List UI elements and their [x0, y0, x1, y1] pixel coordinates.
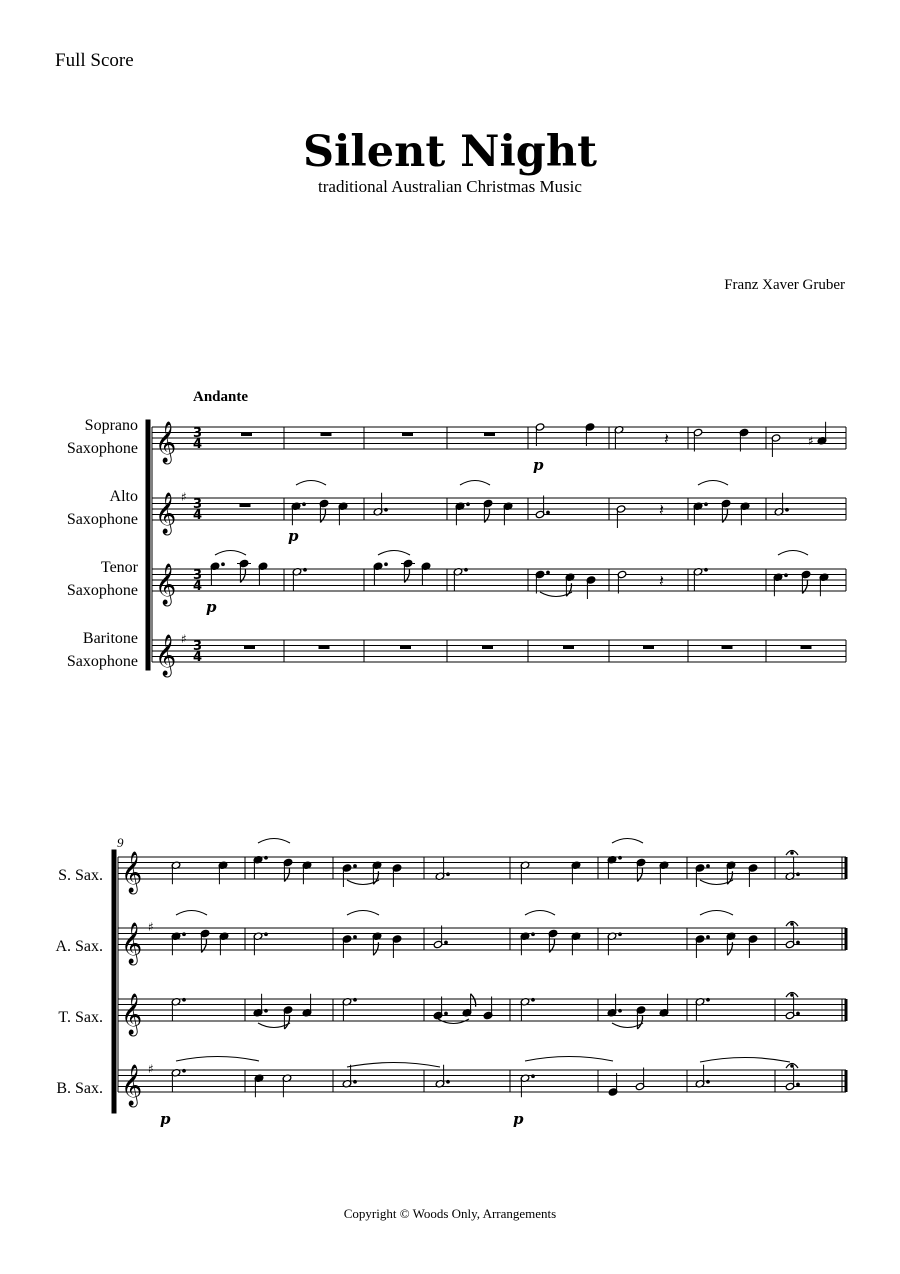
- slur: [176, 911, 207, 916]
- quarter-rest: 𝄽: [659, 571, 664, 590]
- note-flag: [240, 570, 245, 583]
- note-flag: [201, 940, 206, 953]
- slur: [347, 911, 379, 916]
- note-dot: [265, 1009, 268, 1012]
- slur: [378, 551, 410, 556]
- whole-rest: [485, 433, 495, 436]
- dynamic-marking: p: [513, 1110, 524, 1128]
- note-dot: [797, 1083, 800, 1086]
- instrument-abbr-baritone: B. Sax.: [56, 1080, 103, 1097]
- instrument-name-line: Saxophone: [66, 582, 138, 599]
- time-signature: 3: [193, 639, 203, 654]
- measure-number: 9: [117, 835, 124, 850]
- key-signature-sharp: ♯: [148, 1062, 154, 1076]
- key-signature-sharp: ♯: [148, 920, 154, 934]
- treble-clef: 𝄞: [121, 923, 143, 964]
- note-dot: [265, 933, 268, 936]
- note-flag: [320, 510, 325, 523]
- time-signature: 3: [193, 497, 203, 512]
- composer-name: Franz Xaver Gruber: [724, 277, 845, 293]
- note-dot: [786, 508, 789, 511]
- note-dot: [797, 941, 800, 944]
- treble-clef: 𝄞: [121, 852, 143, 893]
- note-flag: [722, 510, 727, 523]
- note-flag: [549, 940, 554, 953]
- treble-clef: 𝄞: [155, 422, 177, 463]
- note-dot: [547, 511, 550, 514]
- instrument-abbr-soprano: S. Sax.: [58, 867, 103, 884]
- note-dot: [385, 563, 388, 566]
- note-dot: [447, 1080, 450, 1083]
- note-dot: [465, 568, 468, 571]
- instrument-abbr-tenor: T. Sax.: [58, 1009, 103, 1026]
- whole-rest: [644, 646, 654, 649]
- treble-clef: 𝄞: [121, 1065, 143, 1106]
- instrument-name-line: Saxophone: [66, 653, 138, 670]
- note-dot: [785, 574, 788, 577]
- system-bracket: [112, 850, 116, 1113]
- slur: [258, 839, 290, 844]
- slur: [525, 911, 555, 916]
- slur: [296, 481, 326, 486]
- note-dot: [222, 563, 225, 566]
- note-dot: [532, 933, 535, 936]
- slur: [525, 1057, 613, 1062]
- slur: [460, 481, 490, 486]
- time-signature: 4: [193, 437, 203, 452]
- time-signature: 3: [193, 568, 203, 583]
- note-flag: [284, 1016, 289, 1029]
- note-dot: [354, 865, 357, 868]
- treble-clef: 𝄞: [155, 493, 177, 534]
- slur: [347, 1063, 440, 1068]
- note-dot: [797, 873, 800, 876]
- note-dot: [445, 941, 448, 944]
- note-dot: [385, 508, 388, 511]
- whole-rest: [242, 433, 252, 436]
- note-dot: [707, 998, 710, 1001]
- system-bracket: [146, 420, 150, 670]
- instrument-abbr-alto: A. Sax.: [55, 938, 103, 955]
- fermata-dot: [791, 923, 794, 926]
- note-dot: [547, 571, 550, 574]
- slur: [700, 911, 733, 916]
- note-dot: [619, 856, 622, 859]
- whole-rest: [245, 646, 255, 649]
- instrument-name-line: Alto: [109, 488, 138, 505]
- note-dot: [183, 998, 186, 1001]
- slur: [698, 481, 728, 486]
- note-dot: [265, 856, 268, 859]
- page-title: Silent Night: [302, 127, 597, 177]
- whole-rest: [401, 646, 411, 649]
- fermata-dot: [791, 852, 794, 855]
- time-signature: 4: [193, 579, 203, 594]
- slur: [215, 551, 246, 556]
- note-dot: [619, 1009, 622, 1012]
- dynamic-marking: p: [533, 456, 544, 474]
- whole-rest: [564, 646, 574, 649]
- note-flag: [637, 1016, 642, 1029]
- note-dot: [797, 1012, 800, 1015]
- note-dot: [303, 503, 306, 506]
- slur: [612, 839, 643, 844]
- note-dot: [707, 936, 710, 939]
- treble-clef: 𝄞: [121, 994, 143, 1035]
- note-flag: [284, 869, 289, 882]
- note-dot: [183, 933, 186, 936]
- note-dot: [354, 936, 357, 939]
- note-flag: [484, 510, 489, 523]
- note-dot: [183, 1069, 186, 1072]
- instrument-name-line: Baritone: [82, 630, 138, 647]
- treble-clef: 𝄞: [155, 564, 177, 605]
- note-dot: [445, 1012, 448, 1015]
- whole-rest: [321, 433, 331, 436]
- dynamic-marking: p: [160, 1110, 171, 1128]
- page-subtitle: traditional Australian Christmas Music: [318, 177, 582, 196]
- dynamic-marking: p: [206, 598, 217, 616]
- whole-rest: [722, 646, 732, 649]
- whole-rest: [240, 504, 250, 507]
- instrument-name-line: Tenor: [100, 559, 138, 576]
- note-dot: [619, 933, 622, 936]
- note-flag: [637, 869, 642, 882]
- note-dot: [304, 568, 307, 571]
- quarter-rest: 𝄽: [664, 429, 669, 448]
- quarter-rest: 𝄽: [659, 500, 664, 519]
- instrument-name-line: Saxophone: [66, 511, 138, 528]
- note-dot: [705, 568, 708, 571]
- key-signature-sharp: ♯: [181, 490, 187, 504]
- slur: [176, 1057, 259, 1062]
- dynamic-marking: p: [288, 527, 299, 545]
- slur: [612, 1023, 643, 1028]
- whole-rest: [483, 646, 493, 649]
- score-label: Full Score: [55, 50, 134, 71]
- fermata-dot: [791, 1065, 794, 1068]
- fermata-dot: [791, 994, 794, 997]
- time-signature: 4: [193, 650, 203, 665]
- slur: [258, 1023, 290, 1028]
- time-signature: 4: [193, 508, 203, 523]
- note-dot: [707, 1080, 710, 1083]
- tempo-marking: Andante: [193, 389, 249, 405]
- note-flag: [802, 581, 807, 594]
- whole-rest: [319, 646, 329, 649]
- instrument-name-line: Saxophone: [66, 440, 138, 457]
- slur: [778, 551, 808, 556]
- key-signature-sharp: ♯: [181, 632, 187, 646]
- whole-rest: [403, 433, 413, 436]
- slur: [700, 1058, 790, 1063]
- note-dot: [354, 998, 357, 1001]
- note-dot: [707, 865, 710, 868]
- copyright-notice: Copyright © Woods Only, Arrangements: [343, 1206, 557, 1221]
- note-dot: [532, 998, 535, 1001]
- note-dot: [447, 873, 450, 876]
- treble-clef: 𝄞: [155, 635, 177, 676]
- sharp-accidental: ♯: [808, 433, 814, 448]
- note-dot: [467, 503, 470, 506]
- note-flag: [404, 570, 409, 583]
- note-dot: [532, 1075, 535, 1078]
- whole-rest: [801, 646, 811, 649]
- note-dot: [354, 1080, 357, 1083]
- time-signature: 3: [193, 426, 203, 441]
- instrument-name-line: Soprano: [84, 417, 138, 434]
- note-dot: [705, 503, 708, 506]
